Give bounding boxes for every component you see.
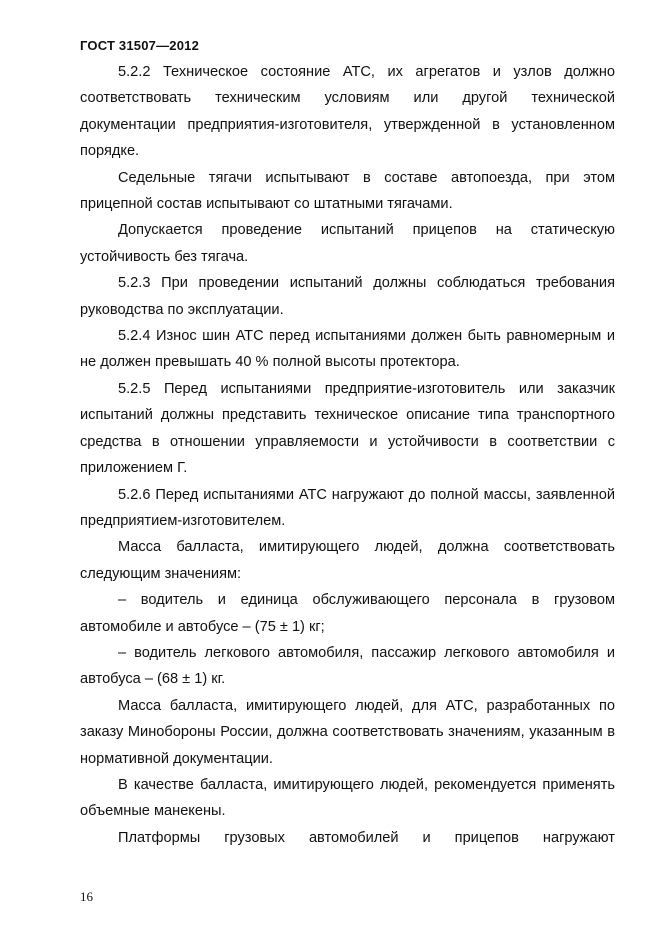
list-item-driver-truck-bus: – водитель и единица обслуживающего персонала в грузовом автомобиле и автобусе – (75 ± 1) кг; (80, 592, 615, 635)
paragraph-5-2-6: 5.2.6 Перед испытаниями АТС нагружают до полной массы, заявленной предприятием-изготовителем. (80, 486, 615, 529)
paragraph-5-2-2: 5.2.2 Техническое состояние АТС, их агрегатов и узлов должно соответствовать техническим условиям или другой технической документации предприятия-изготовителя, утвержденной в установленном порядке. (80, 64, 615, 160)
document-body (80, 59, 615, 851)
paragraph-5-2-3: 5.2.3 При проведении испытаний должны соблюдаться требования руководства по эксплуатации. (80, 275, 615, 318)
paragraph-trailer-stability: Допускается проведение испытаний прицепов на статическую устойчивость без тягача. (80, 222, 615, 265)
paragraph-mod-ballast: Масса балласта, имитирующего людей, для АТС, разработанных по заказу Минобороны России, должна соответствовать значениям, указанным в нормативной документации. (80, 697, 615, 767)
paragraph-semitrailer-tractors: Седельные тягачи испытывают в составе автопоезда, при этом прицепной состав испытывают со штатными тягачами. (80, 169, 615, 213)
paragraph-platform-loading: Платформы грузовых автомобилей и прицепов нагружают (118, 829, 615, 846)
paragraph-mannequins: В качестве балласта, имитирующего людей, рекомендуется применять объемные манекены. (80, 776, 615, 820)
page-number: 16 (80, 889, 93, 904)
paragraph-5-2-4: 5.2.4 Износ шин АТС перед испытаниями должен быть равномерным и не должен превышать 40 % полной высоты протектора. (80, 328, 615, 371)
paragraph-ballast-mass: Масса балласта, имитирующего людей, должна соответствовать следующим значениям: (80, 539, 615, 582)
paragraph-5-2-5: 5.2.5 Перед испытаниями предприятие-изготовитель или заказчик испытаний должны представить техническое описание типа транспортного средства в отношении управляемости и устойчивости в соответствии с приложением Г. (80, 380, 615, 477)
document-header: ГОСТ 31507—2012 (80, 38, 199, 53)
list-item-driver-car-passenger: – водитель легкового автомобиля, пассажир легкового автомобиля и автобуса – (68 ± 1) кг. (80, 644, 615, 688)
